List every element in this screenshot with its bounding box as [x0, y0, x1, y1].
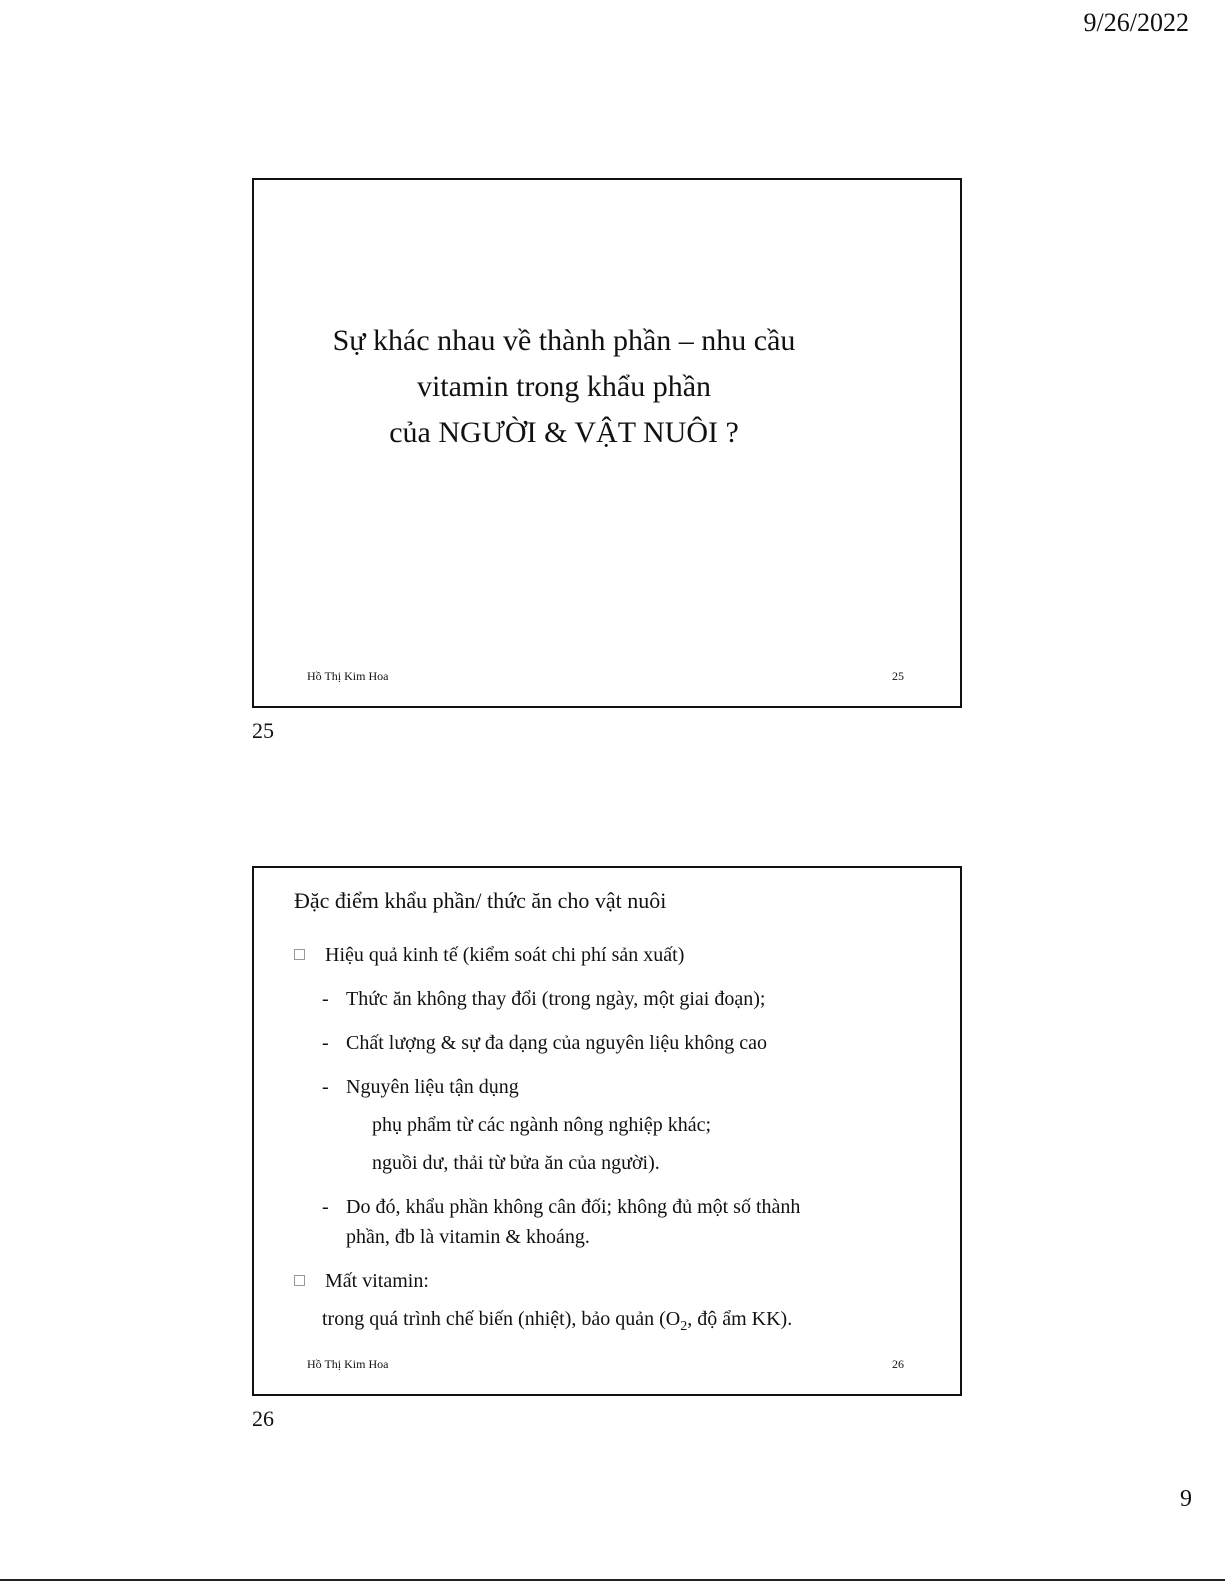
- slide-footer-author: Hồ Thị Kim Hoa: [307, 669, 389, 683]
- bottom-rule: [0, 1579, 1225, 1581]
- bullet-item: [294, 1266, 934, 1296]
- dash-item: [294, 1072, 934, 1102]
- bullet-text: Hiệu quả kinh tế (kiểm soát chi phí sản xuất): [325, 944, 685, 966]
- dash-text: Nguyên liệu tận dụng: [346, 1076, 519, 1098]
- dash-marker: -: [322, 1032, 329, 1054]
- sub-line: phụ phẩm từ các ngành nông nghiệp khác;: [372, 1114, 712, 1136]
- page-date: 9/26/2022: [1083, 8, 1189, 37]
- sub-line: nguồi dư, thải từ bửa ăn của người).: [372, 1152, 660, 1174]
- dash-marker: -: [322, 1196, 329, 1218]
- slide-26: [252, 866, 962, 1396]
- bullet-text: Mất vitamin:: [325, 1270, 429, 1292]
- slide-footer-author: Hồ Thị Kim Hoa: [307, 1357, 389, 1371]
- dash-item: [294, 984, 934, 1014]
- title-line-3: của NGƯỜI & VẬT NUÔI ?: [389, 416, 739, 449]
- title-line-1: Sự khác nhau về thành phần – nhu cầu: [332, 324, 796, 357]
- slide-footer-number: 26: [892, 1357, 904, 1371]
- dash-text: Thức ăn không thay đổi (trong ngày, một giai đoạn);: [346, 988, 766, 1010]
- bullet-square-icon: [294, 949, 305, 960]
- detail-text: trong quá trình chế biến (nhiệt), bảo quản (O: [322, 1308, 681, 1330]
- dash-item: [294, 1192, 934, 1252]
- slide-heading: Đặc điểm khẩu phần/ thức ăn cho vật nuôi: [294, 888, 667, 913]
- slide-number-label: 25: [252, 718, 274, 743]
- page-number: 9: [1180, 1486, 1192, 1512]
- slide-body: [294, 940, 934, 1342]
- dash-item: [294, 1028, 934, 1058]
- bullet-detail: [294, 1304, 934, 1342]
- bullet-square-icon: [294, 1275, 305, 1286]
- bullet-item: [294, 940, 934, 970]
- detail-text-end: , độ ẩm KK).: [687, 1308, 793, 1330]
- title-line-2: vitamin trong khẩu phần: [416, 370, 712, 403]
- dash-marker: -: [322, 988, 329, 1010]
- dash-marker: -: [322, 1076, 329, 1098]
- slide-footer-number: 25: [892, 669, 904, 683]
- dash-text: Chất lượng & sự đa dạng của nguyên liệu không cao: [346, 1032, 768, 1054]
- slide-title: [274, 318, 854, 456]
- dash-text: Do đó, khẩu phần không cân đối; không đủ một số thành: [346, 1196, 801, 1218]
- slide-number-label: 26: [252, 1406, 274, 1431]
- slide-25: [252, 178, 962, 708]
- subscript: 2: [680, 1319, 688, 1334]
- dash-text-continued: phần, đb là vitamin & khoáng.: [346, 1226, 590, 1248]
